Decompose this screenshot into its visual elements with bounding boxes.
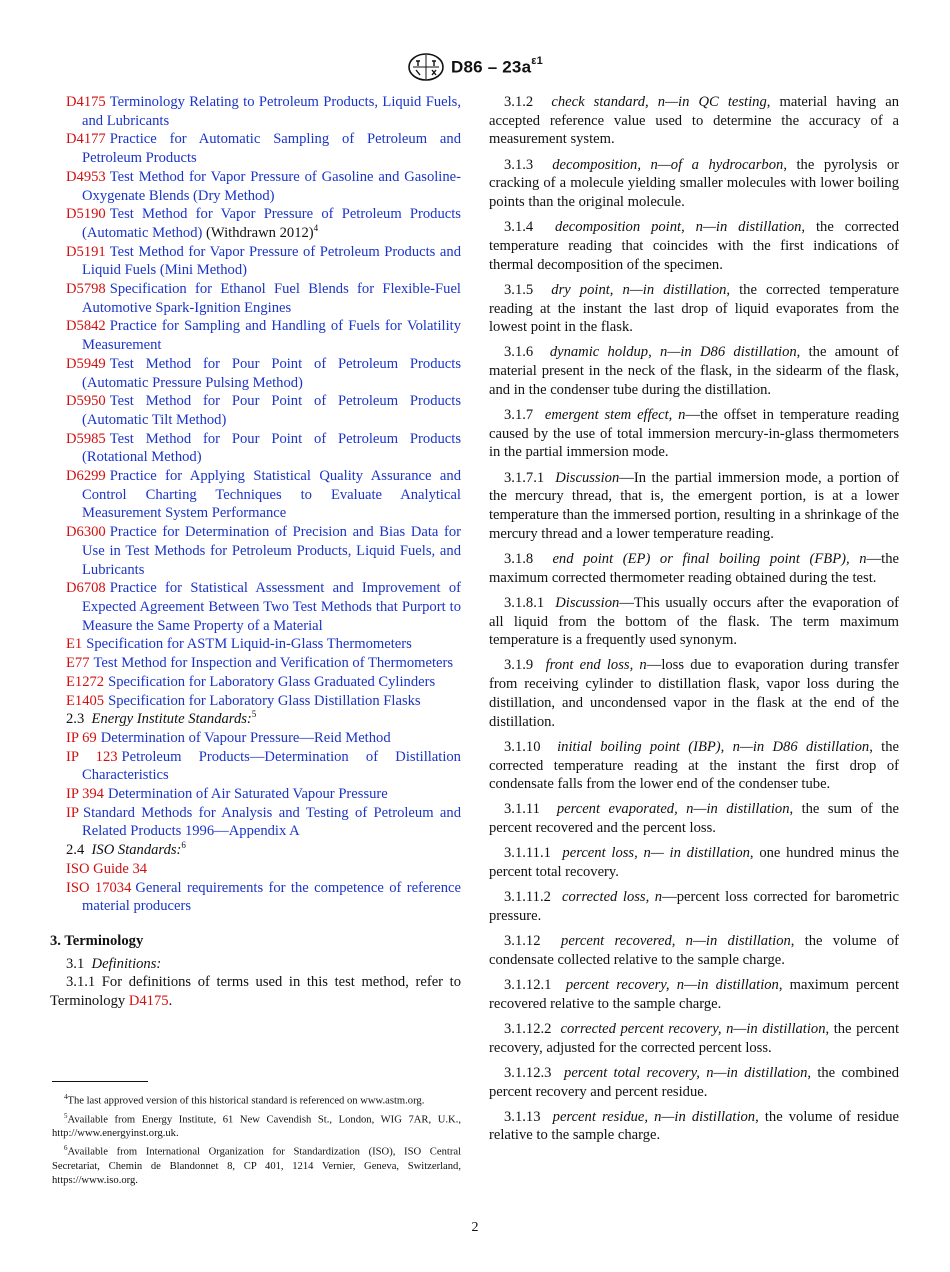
reference-item xyxy=(66,205,461,242)
definition-term: percent total recovery, n—in distillation xyxy=(564,1064,808,1081)
reference-title-link[interactable]: General requirements for the competence of reference material producers xyxy=(82,879,461,915)
definition-term: end point (EP) or final boiling point (FBP), n xyxy=(552,550,867,567)
reference-title-link[interactable]: Practice for Automatic Sampling of Petroleum and Petroleum Products xyxy=(82,131,461,167)
definition-number: 3.1.12.1 xyxy=(504,977,552,994)
definition-term: percent evaporated, n—in distillation xyxy=(556,801,790,818)
reference-item xyxy=(66,729,461,748)
footnote-divider xyxy=(52,1081,148,1082)
definition-text: , the volume of residue relative to the sample charge. xyxy=(489,1108,900,1144)
footnote-item xyxy=(52,1109,461,1142)
definition-text: , the sum of the percent recovered and the percent loss. xyxy=(489,801,900,837)
reference-title-link[interactable]: Test Method for Pour Point of Petroleum Products (Automatic Pressure Pulsing Method) xyxy=(82,355,461,391)
page-header xyxy=(0,52,950,87)
definition-paragraph xyxy=(489,1020,899,1057)
reference-item xyxy=(66,673,461,692)
definition-number: 3.1.12.2 xyxy=(504,1020,552,1037)
reference-title-link[interactable]: Terminology Relating to Petroleum Products, Liquid Fuels, and Lubricants xyxy=(82,94,461,129)
reference-title-link[interactable]: Specification for ASTM Liquid-in-Glass Thermometers xyxy=(86,636,412,653)
reference-item xyxy=(66,467,461,523)
definition-text: , the volume of condensate collected relative to the sample charge. xyxy=(489,933,899,968)
reference-code-link[interactable]: IP 394 xyxy=(66,786,104,803)
reference-code-link[interactable]: D4953 xyxy=(66,168,106,185)
reference-item xyxy=(66,804,461,841)
definition-term: corrected loss, n xyxy=(561,889,663,906)
definition-text: , the pyrolysis or cracking of a molecule yielding smaller molecules with lower boiling points than the original molecule. xyxy=(489,156,900,211)
definition-term: Discussion xyxy=(555,469,620,486)
definition-text: , the combined percent recovery and percent residue. xyxy=(489,1064,899,1100)
definition-paragraph xyxy=(489,888,899,925)
definition-number: 3.1.9 xyxy=(504,657,534,674)
definition-term: front end loss, n xyxy=(545,657,647,674)
footnote-item xyxy=(52,1141,461,1188)
definition-term: Discussion xyxy=(555,594,620,611)
reference-item xyxy=(66,654,461,673)
section-heading-terminology: 3. Terminology xyxy=(50,932,144,949)
reference-code-link[interactable]: D6300 xyxy=(66,524,106,541)
iso-standards-heading: 2.4 ISO Standards:$^6$ xyxy=(66,840,186,859)
reference-title-link[interactable]: Test Method for Vapor Pressure of Gasoline and Gasoline-Oxygenate Blends (Dry Method) xyxy=(82,168,461,204)
definition-number: 3.1.8.1 xyxy=(504,594,545,611)
definition-number: 3.1.2 xyxy=(504,94,534,110)
reference-title-link[interactable]: Practice for Sampling and Handling of Fuels for Volatility Measurement xyxy=(82,318,461,354)
definition-term: percent loss, n— in distillation xyxy=(562,845,750,862)
definition-term: percent recovery, n—in distillation xyxy=(565,977,779,994)
reference-item xyxy=(66,168,461,205)
definition-term: decomposition, n—of a hydrocarbon xyxy=(552,156,784,173)
definition-number: 3.1.8 xyxy=(504,550,534,567)
left-column xyxy=(50,93,461,1011)
reference-item xyxy=(66,130,461,167)
definition-number: 3.1.13 xyxy=(504,1108,541,1125)
definition-paragraph xyxy=(489,594,899,650)
definition-text: —the offset in temperature reading caused by the use of total immersion mercury-in-glass thermometers in the partial immersion mode. xyxy=(489,407,899,461)
definition-number: 3.1.11.1 xyxy=(504,845,551,862)
definition-text: —This usually occurs after the evaporation of all liquid from the bottom of the flask. The term maximum temperature is a frequently used synonym. xyxy=(489,594,900,649)
reference-title-link[interactable]: Test Method for Pour Point of Petroleum Products (Rotational Method) xyxy=(82,430,461,466)
definition-paragraph xyxy=(489,1108,899,1145)
reference-item xyxy=(66,243,461,280)
reference-code-link[interactable]: D5985 xyxy=(66,430,106,447)
definition-number: 3.1.11 xyxy=(504,801,540,818)
definition-paragraph xyxy=(489,469,899,544)
reference-title-link[interactable]: Specification for Laboratory Glass Distillation Flasks xyxy=(108,692,421,709)
reference-item xyxy=(66,879,461,916)
reference-code-link[interactable]: IP 123 xyxy=(66,748,118,765)
definition-number: 3.1.12 xyxy=(504,933,541,950)
definition-paragraph xyxy=(489,343,899,399)
reference-code-link[interactable]: IP 69 xyxy=(66,729,97,746)
definition-term: dry point, n—in distillation xyxy=(551,281,727,298)
definition-text: , the corrected temperature reading at the instant the last drop of liquid evaporates from the lowest point in the flask. xyxy=(489,281,900,336)
definition-number: 3.1.10 xyxy=(504,738,541,755)
definition-number: 3.1.6 xyxy=(504,344,534,361)
reference-title-link[interactable]: Practice for Determination of Precision and Bias Data for Use in Test Methods for Petroleum Products, Liquid Fuels, and Lubricants xyxy=(82,524,461,578)
definition-paragraph xyxy=(489,800,899,837)
reference-title-link[interactable]: Test Method for Vapor Pressure of Petroleum Products and Liquid Fuels (Mini Method) xyxy=(82,243,461,279)
reference-code-link[interactable]: D5798 xyxy=(66,281,106,298)
definition-number: 3.1.12.3 xyxy=(504,1064,552,1081)
reference-code-link[interactable]: E1405 xyxy=(66,692,105,709)
reference-title-link[interactable]: Determination of Air Saturated Vapour Pressure xyxy=(107,786,388,803)
definition-term: dynamic holdup, n—in D86 distillation xyxy=(549,344,797,361)
reference-title-link[interactable]: Standard Methods for Analysis and Testing of Petroleum and Related Products 1996—Appendix A xyxy=(82,804,461,840)
definition-paragraph xyxy=(489,218,899,274)
definition-number: 3.1.11.2 xyxy=(504,889,551,906)
definition-number: 3.1.3 xyxy=(504,156,534,173)
reference-title-link[interactable]: Practice for Statistical Assessment and Improvement of Expected Agreement Between Two Test Methods that Purport to Measure the Same Property of a Material xyxy=(82,580,461,634)
page-number: 2 xyxy=(471,1220,479,1235)
reference-item xyxy=(66,579,461,635)
definition-text: , maximum percent recovered relative to the sample charge. xyxy=(489,977,899,1012)
reference-code-link[interactable]: ISO Guide 34 xyxy=(66,860,148,877)
reference-code-link[interactable]: D6299 xyxy=(66,468,106,485)
reference-title-link[interactable]: Test Method for Vapor Pressure of Petroleum Products (Automatic Method) xyxy=(82,206,461,241)
reference-title-link[interactable]: Specification for Ethanol Fuel Blends for Flexible-Fuel Automotive Spark-Ignition Engines xyxy=(82,281,461,316)
definition-paragraph xyxy=(489,550,899,587)
reference-code-link[interactable]: E1 xyxy=(66,636,83,653)
reference-item xyxy=(66,692,461,711)
reference-code-link[interactable]: D5949 xyxy=(66,355,106,372)
reference-code-link[interactable]: D4177 xyxy=(66,131,106,148)
definition-number: 3.1.5 xyxy=(504,281,534,298)
footnote-item xyxy=(52,1090,461,1109)
definition-text: the corrected temperature reading that coincides with the first indications of thermal decomposition of the specimen. xyxy=(489,219,900,273)
reference-code-link[interactable]: E1272 xyxy=(66,673,105,690)
definition-text: —loss due to evaporation during transfer from receiving cylinder to distillation flask, vapor loss during the distillation, and uncondensed vapor in the flask at the end of the distillation. xyxy=(489,657,899,730)
definition-number: 3.1.4 xyxy=(504,219,534,236)
definition-text: , the percent recovery, adjusted for the corrected percent loss. xyxy=(489,1020,900,1056)
standard-designation: $D86 - 23a^{\varepsilon 1}$ xyxy=(450,54,543,77)
definition-paragraph xyxy=(489,738,899,794)
definition-text: , one hundred minus the percent total recovery. xyxy=(489,845,900,881)
definition-text: —the maximum corrected thermometer reading obtained during the test. xyxy=(489,550,899,586)
paragraph-3-1-1: 3.1.1 For definitions of terms used in this test method, refer to Terminology D4175. xyxy=(50,974,461,1010)
reference-item xyxy=(66,635,461,654)
definition-text: , material having an accepted reference value used to determine the accuracy of a measurement system. xyxy=(489,94,899,148)
reference-item xyxy=(66,392,461,429)
right-column xyxy=(489,93,899,1152)
footnote-marker: 4 xyxy=(313,223,319,234)
reference-item xyxy=(66,355,461,392)
definition-paragraph xyxy=(489,281,899,337)
definition-paragraph xyxy=(489,93,899,149)
reference-code-link[interactable]: D5842 xyxy=(66,318,106,335)
reference-code-link[interactable]: D5950 xyxy=(66,393,106,410)
definition-paragraph xyxy=(489,976,899,1013)
reference-item xyxy=(66,93,461,130)
footnote-number: 5 xyxy=(64,1111,68,1120)
reference-title-link[interactable]: Test Method for Pour Point of Petroleum Products (Automatic Tilt Method) xyxy=(82,393,461,428)
reference-item xyxy=(66,748,461,785)
reference-title-link[interactable]: Test Method for Inspection and Verification of Thermometers xyxy=(93,655,454,672)
reference-item xyxy=(66,280,461,317)
definition-term: corrected percent recovery, n—in distillation xyxy=(560,1020,826,1037)
reference-code-link[interactable]: IP xyxy=(66,804,79,821)
reference-item xyxy=(66,523,461,579)
footnote-text: The last approved version of this historical standard is referenced on www.astm.org. xyxy=(67,1095,425,1107)
withdrawn-note: (Withdrawn 2012) xyxy=(206,224,314,241)
footnote-number: 4 xyxy=(64,1093,68,1101)
definition-paragraph xyxy=(489,156,899,212)
reference-code-link[interactable]: D6708 xyxy=(66,580,106,597)
definition-paragraph xyxy=(489,932,899,969)
definition-paragraph xyxy=(489,1064,899,1101)
reference-code-link[interactable]: D5191 xyxy=(66,243,106,260)
definition-term: check standard, n—in QC testing xyxy=(551,94,767,110)
definition-term: decomposition point, n—in distillation, xyxy=(555,219,806,236)
reference-title-link[interactable]: Practice for Applying Statistical Quality Assurance and Control Charting Techniques to Evaluate Analytical Measurement System Performance xyxy=(82,468,461,522)
reference-code-link[interactable]: D4175 xyxy=(66,94,106,110)
definition-text: , the corrected temperature reading at the instant the first drop of condensate falls from the lower end of the condenser tube. xyxy=(489,738,899,793)
astm-logo-icon xyxy=(407,52,445,82)
definition-term: initial boiling point (IBP), n—in D86 distillation xyxy=(557,738,870,755)
reference-code-link[interactable]: D5190 xyxy=(66,206,106,223)
reference-item xyxy=(66,860,461,879)
link-d4175[interactable]: D4175 xyxy=(128,993,169,1010)
reference-item xyxy=(66,317,461,354)
definition-term: percent residue, n—in distillation xyxy=(552,1108,756,1125)
definition-paragraph xyxy=(489,844,899,881)
definition-text: —percent loss corrected for barometric pressure. xyxy=(489,889,900,924)
definition-text: —In the partial immersion mode, a portion of the mercury thread, that is, the emergent portion, is at a lower temperature than the immersed portion, resulting in a shrinkage of the mercury thread and a lower temperature reading. xyxy=(489,469,900,542)
definition-term: percent recovered, n—in distillation xyxy=(561,933,791,950)
footnotes xyxy=(52,1090,461,1188)
reference-title-link[interactable]: Petroleum Products—Determination of Distillation Characteristics xyxy=(82,748,461,784)
definition-paragraph xyxy=(489,406,899,462)
footnote-text: Available from International Organization for Standardization (ISO), ISO Central Secretariat, Chemin de Blandonnet 8, CP 401, 1214 Vernier, Geneva, Switzerland, https://www.iso.org. xyxy=(52,1146,461,1187)
footnote-number: 6 xyxy=(64,1144,68,1153)
definition-number: 3.1.7 xyxy=(504,407,534,424)
reference-item xyxy=(66,785,461,804)
reference-item xyxy=(66,430,461,467)
definition-term: emergent stem effect, n xyxy=(544,407,686,424)
footnote-text: Available from Energy Institute, 61 New Cavendish St., London, WIG 7AR, U.K., http://www.energyinst.org.uk. xyxy=(52,1114,461,1140)
ei-standards-heading: 2.3 Energy Institute Standards:$^5$ xyxy=(66,709,257,728)
reference-code-link[interactable]: E77 xyxy=(66,655,90,672)
reference-title-link[interactable]: Specification for Laboratory Glass Graduated Cylinders xyxy=(108,673,436,690)
definition-number: 3.1.7.1 xyxy=(504,469,545,486)
reference-title-link[interactable]: Determination of Vapour Pressure—Reid Method xyxy=(100,729,391,746)
reference-code-link[interactable]: ISO 17034 xyxy=(66,879,132,896)
definition-paragraph xyxy=(489,656,899,731)
definitions-subheading: 3.1 Definitions: xyxy=(66,955,162,972)
definition-text: , the amount of material present in the neck of the flask, in the sidearm of the flask, and in the condenser tube during the distillation. xyxy=(489,344,899,398)
